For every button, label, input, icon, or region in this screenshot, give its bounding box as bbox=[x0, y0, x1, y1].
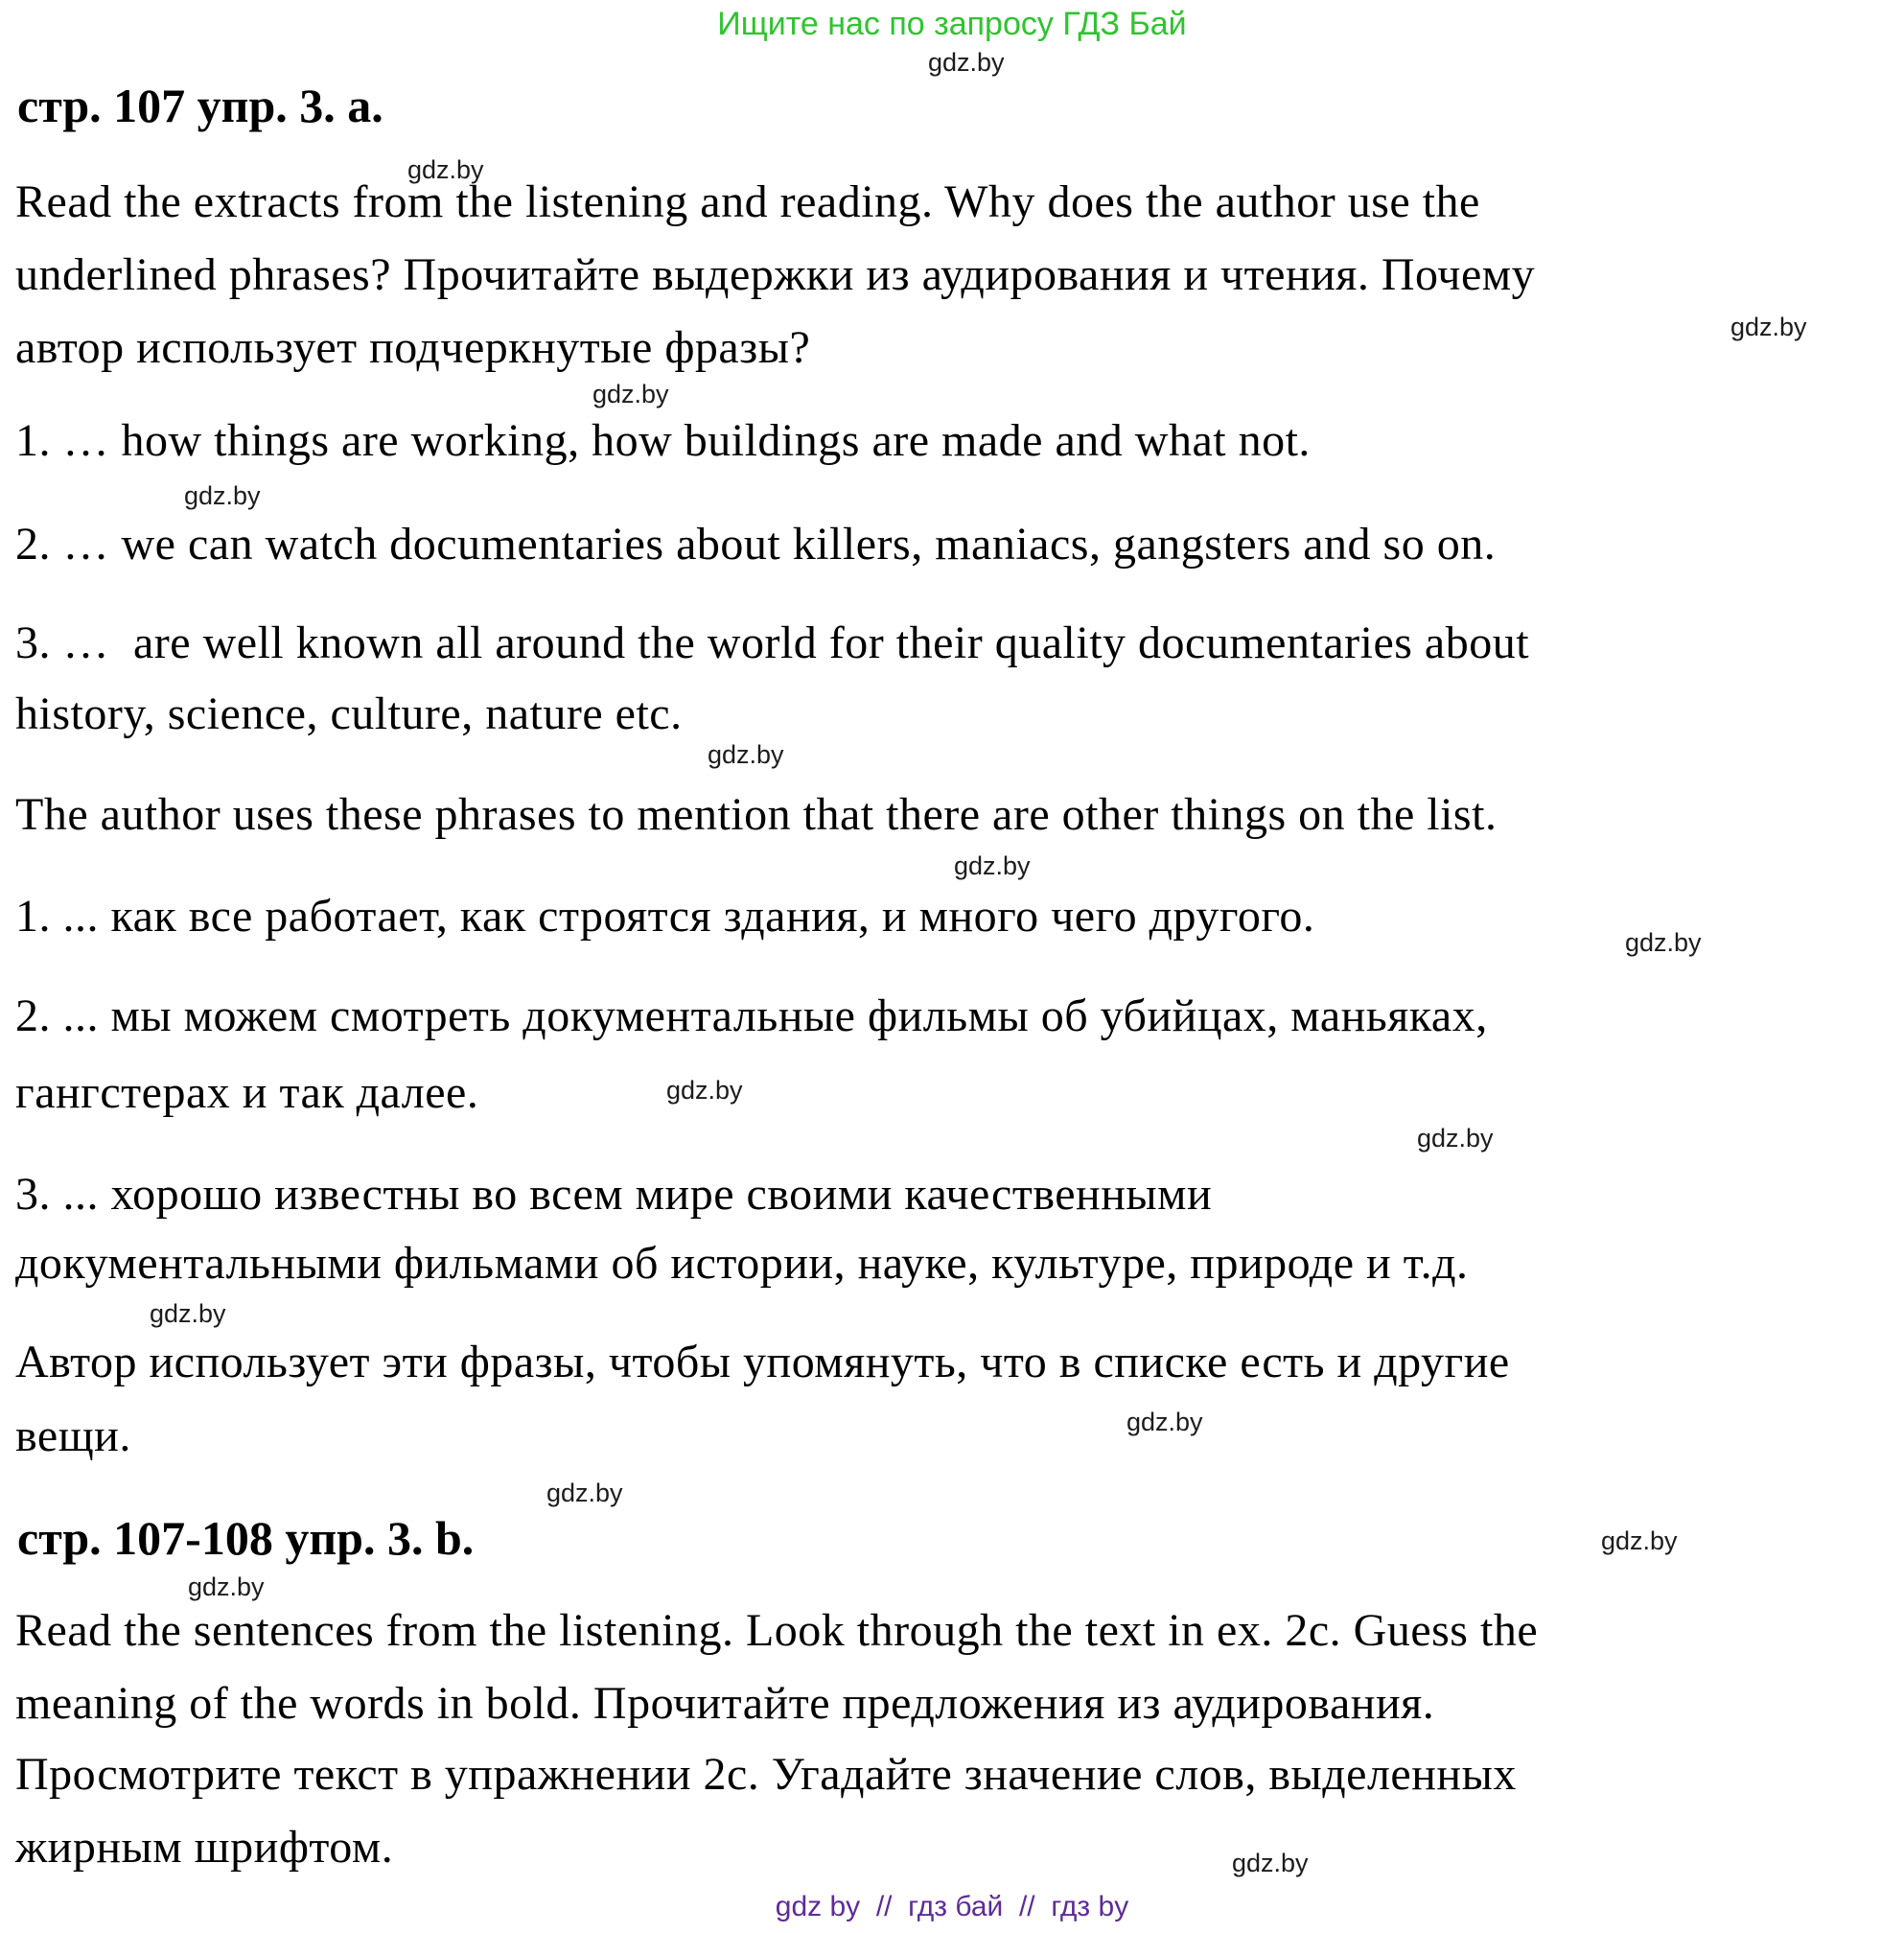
extract-ru-item-3: 3. ... хорошо известны во всем мире своими качественными bbox=[15, 1169, 1213, 1220]
promo-banner: Ищите нас по запросу ГДЗ Бай bbox=[717, 6, 1187, 42]
gdz-watermark: gdz.by bbox=[1625, 928, 1702, 957]
extract-ru-item-2: 2. ... мы можем смотреть документальные фильмы об убийцах, маньяках, bbox=[15, 990, 1488, 1041]
gdz-watermark: gdz.by bbox=[184, 481, 261, 510]
gdz-watermark: gdz.by bbox=[592, 380, 669, 408]
extract-en-item-3: 3. … are well known all around the world for their quality documentaries about bbox=[15, 617, 1530, 668]
extract-ru-item-2-continued: гангстерах и так далее. bbox=[15, 1067, 479, 1118]
extract-en-item-1: 1. … how things are working, how buildings are made and what not. bbox=[15, 415, 1311, 466]
answer-ru-line: Автор использует эти фразы, чтобы упомянуть, что в списке есть и другие bbox=[15, 1337, 1510, 1387]
exercise-a-task-line: Read the extracts from the listening and reading. Why does the author use the bbox=[15, 176, 1480, 227]
exercise-a-task-line: underlined phrases? Прочитайте выдержки из аудирования и чтения. Почему bbox=[15, 249, 1536, 300]
gdz-watermark: gdz.by bbox=[150, 1299, 226, 1328]
gdz-watermark: gdz.by bbox=[954, 851, 1031, 880]
exercise-a-task-line: автор использует подчеркнутые фразы? bbox=[15, 322, 811, 373]
gdz-watermark: gdz.by bbox=[407, 155, 484, 184]
gdz-watermark: gdz.by bbox=[1232, 1849, 1309, 1877]
answer-en: The author uses these phrases to mention that there are other things on the list. bbox=[15, 789, 1498, 840]
gdz-watermark: gdz.by bbox=[1417, 1124, 1494, 1153]
gdz-watermark: gdz.by bbox=[188, 1572, 265, 1601]
gdz-watermark: gdz.by bbox=[928, 48, 1005, 77]
extract-en-item-3-continued: history, science, culture, nature etc. bbox=[15, 688, 683, 739]
exercise-a-heading: стр. 107 упр. 3. а. bbox=[17, 79, 383, 132]
gdz-watermark: gdz.by bbox=[1126, 1408, 1203, 1436]
extract-ru-item-1: 1. ... как все работает, как строятся здания, и много чего другого. bbox=[15, 891, 1315, 942]
gdz-watermark: gdz.by bbox=[666, 1076, 743, 1105]
gdz-watermark: gdz.by bbox=[708, 740, 784, 769]
extract-en-item-2: 2. … we can watch documentaries about killers, maniacs, gangsters and so on. bbox=[15, 519, 1497, 570]
gdz-watermark: gdz.by bbox=[1601, 1526, 1678, 1555]
answer-ru-line: вещи. bbox=[15, 1410, 131, 1461]
extract-ru-item-3-continued: документальными фильмами об истории, науке, культуре, природе и т.д. bbox=[15, 1238, 1469, 1289]
gdz-watermark: gdz.by bbox=[1730, 313, 1807, 341]
exercise-b-task-line: Read the sentences from the listening. Look through the text in ex. 2c. Guess the bbox=[15, 1605, 1539, 1656]
gdz-watermark: gdz.by bbox=[546, 1479, 623, 1507]
exercise-b-task-line: meaning of the words in bold. Прочитайте предложения из аудирования. bbox=[15, 1678, 1435, 1729]
exercise-b-heading: стр. 107-108 упр. 3. b. bbox=[17, 1511, 475, 1565]
exercise-b-task-line: жирным шрифтом. bbox=[15, 1822, 394, 1873]
site-footer-links: gdz by // гдз бай // гдз by bbox=[775, 1891, 1129, 1922]
exercise-b-task-line: Просмотрите текст в упражнении 2c. Угадайте значение слов, выделенных bbox=[15, 1749, 1517, 1800]
